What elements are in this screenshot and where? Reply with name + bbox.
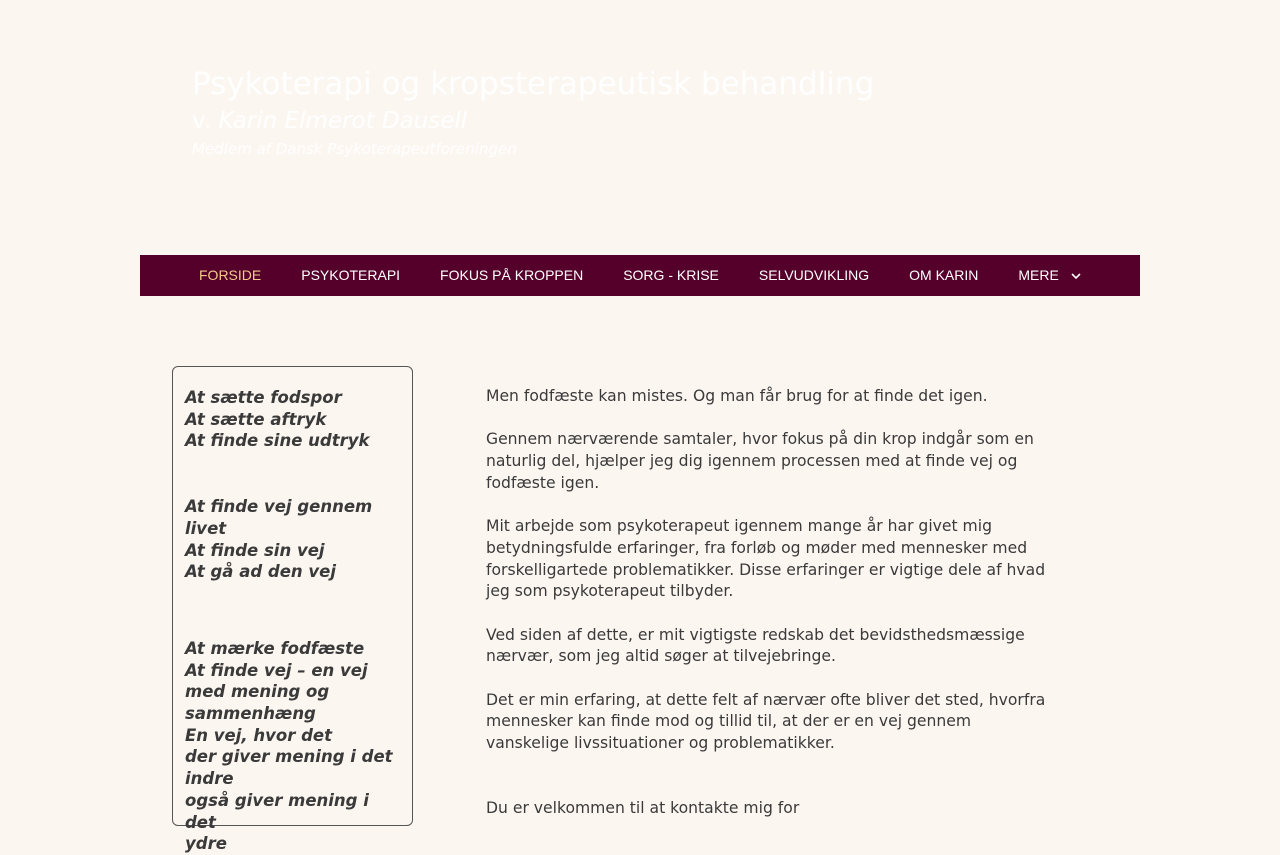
nav-item-mere-label: MERE [1018,266,1059,283]
chevron-down-icon [1071,255,1081,296]
poem-line: At gå ad den vej [185,562,336,582]
poem-line: At finde sin vej [185,540,325,560]
content-paragraph: Men fodfæste kan mistes. Og man får brug for at finde det igen. [486,387,988,405]
poem-line: med mening og [185,682,330,702]
content-paragraph: Ved siden af dette, er mit vigtigste redskab det bevidsthedsmæssige nærvær, som jeg altid søger at tilvejebringe. [486,625,1025,666]
content-paragraph: Gennem nærværende samtaler, hvor fokus på din krop indgår som en naturlig del, hjælper jeg dig igennem processen med at finde vej og fodfæste igen. [486,430,1034,492]
nav-item-sorg-krise[interactable]: SORG - KRISE [623,267,719,283]
poem-line: At sætte aftryk [185,409,327,429]
content-paragraph: Mit arbejde som psykoterapeut igennem mange år har givet mig betydningsfulde erfaringer, fra forløb og møder med mennesker med forskelligartede problematikker. Disse erfaringer er vigtige dele af hvad jeg som psykoterapeut tilbyder. [486,517,1046,601]
poem-line: ydre [185,834,227,854]
poem-line: En vej, hvor det [185,725,332,745]
poem-sidebar [172,366,413,854]
nav-item-om-karin[interactable]: OM KARIN [909,267,979,283]
poem-line: At finde sine udtryk [185,431,370,451]
nav-item-fokus-paa-kroppen[interactable]: FOKUS PÅ KROPPEN [440,267,584,283]
poem-group-2 [185,496,400,583]
nav-item-selvudvikling[interactable]: SELVUDVIKLING [758,267,870,283]
poem-line: indre [185,769,234,789]
poem-group-1 [185,387,400,452]
nav-item-forside[interactable]: FORSIDE [199,267,262,283]
main-content [486,386,1056,841]
subtitle-prefix: v. [192,108,212,134]
poem-line: At finde vej – en vej [185,660,368,680]
content-paragraph-partial: Du er velkommen til at kontakte mig for [486,798,800,817]
subtitle-name: Karin Elmerot Dausell [218,108,468,134]
poem-line: sammenhæng [185,704,316,724]
nav-item-mere[interactable] [998,255,1100,297]
poem-line: At finde vej gennem livet [185,497,373,538]
site-header [192,64,992,158]
poem-line: der giver mening i det [185,747,393,767]
main-navigation [140,255,1140,296]
poem-group-3 [185,638,400,855]
site-title[interactable]: Psykoterapi og kropsterapeutisk behandling [192,66,875,102]
content-paragraph: Det er min erfaring, at dette felt af nærvær ofte bliver det sted, hvorfra mennesker kan finde mod og tillid til, at der er en vej gennem vanskelige livssituationer og problematikker. [486,690,1046,753]
poem-line: også giver mening i det [185,790,369,832]
poem-line: At mærke fodfæste [185,638,365,658]
poem-line: At sætte fodspor [185,388,342,407]
nav-item-psykoterapi[interactable]: PSYKOTERAPI [301,267,401,283]
site-tagline: Medlem af Dansk Psykoterapeutforeningen [192,140,517,158]
site-subtitle [192,104,992,138]
